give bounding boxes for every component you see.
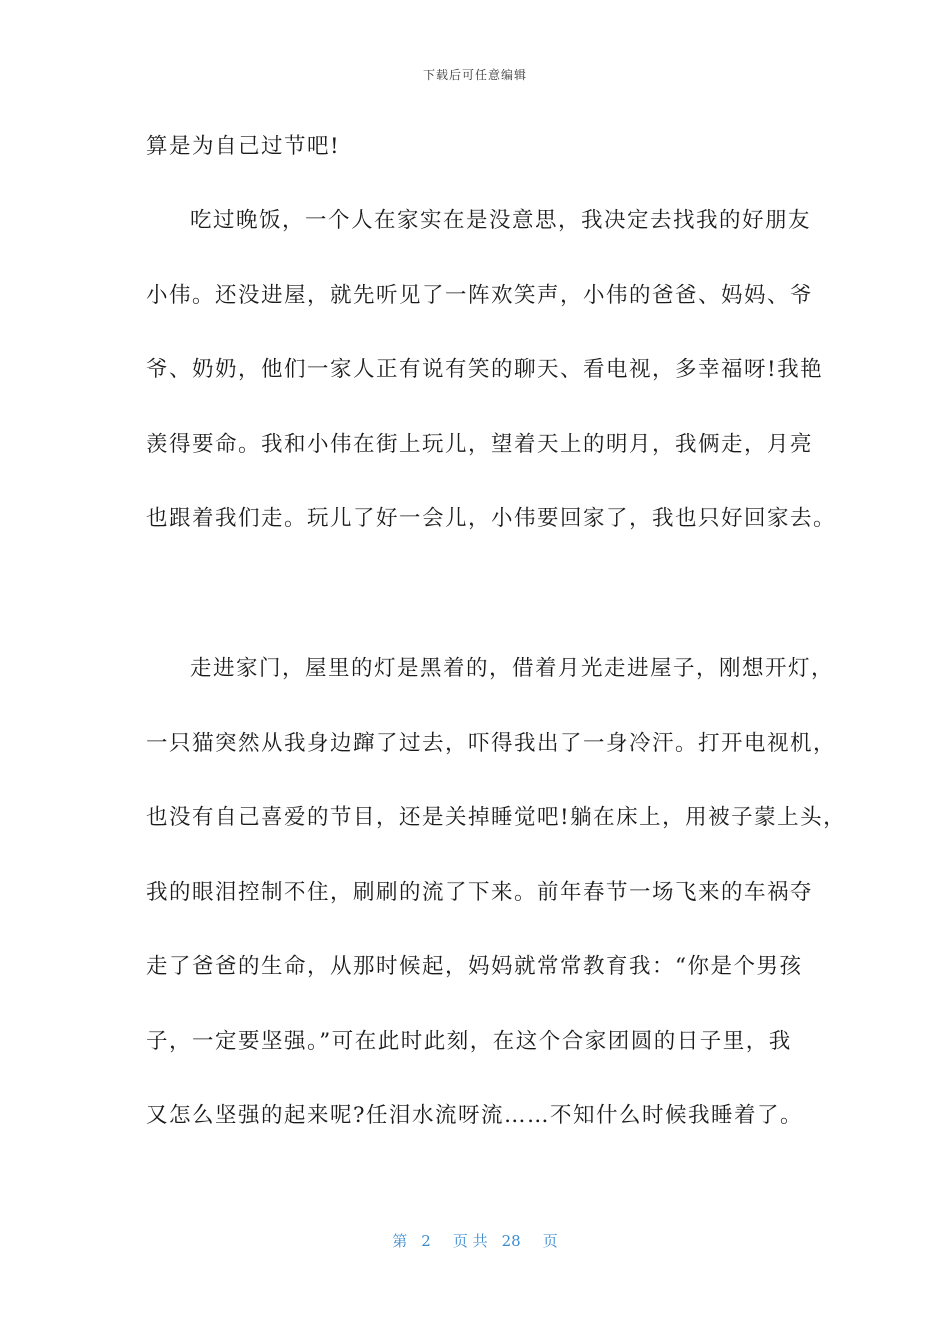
paragraph-line: 走进家门，屋里的灯是黑着的，借着月光走进屋子，刚想开灯， <box>190 656 835 681</box>
paragraph-line: 走了爸爸的生命，从那时候起，妈妈就常常教育我：“你是个男孩 <box>146 954 803 979</box>
footer-page-number: 2 <box>421 1232 431 1250</box>
paragraph-line: 也没有自己喜爱的节目，还是关掉睡觉吧!躺在床上，用被子蒙上头， <box>146 805 847 830</box>
paragraph-line: 吃过晚饭，一个人在家实在是没意思，我决定去找我的好朋友 <box>190 208 812 233</box>
paragraph-line: 爷、奶奶，他们一家人正有说有笑的聊天、看电视，多幸福呀!我艳 <box>146 357 824 382</box>
paragraph-line: 又怎么坚强的起来呢?任泪水流呀流……不知什么时候我睡着了。 <box>146 1103 804 1128</box>
paragraph-line: 子，一定要坚强。”可在此时此刻，在这个合家团圆的日子里，我 <box>146 1029 792 1054</box>
header-note: 下载后可任意编辑 <box>422 68 527 82</box>
paragraph-line: 算是为自己过节吧! <box>146 134 341 159</box>
footer-prefix: 第 <box>392 1232 408 1250</box>
footer-suffix: 页 <box>542 1232 558 1250</box>
page-footer <box>0 1230 950 1251</box>
paragraph-line: 小伟。还没进屋，就先听见了一阵欢笑声，小伟的爸爸、妈妈、爷 <box>146 283 814 308</box>
footer-total-pages: 28 <box>501 1232 521 1250</box>
paragraph-line: 羡得要命。我和小伟在街上玩儿，望着天上的明月，我俩走，月亮 <box>146 432 814 457</box>
footer-middle: 页 共 <box>452 1232 488 1250</box>
paragraph-line: 一只猫突然从我身边蹿了过去，吓得我出了一身冷汗。打开电视机， <box>146 731 837 756</box>
paragraph-line: 我的眼泪控制不住，刷刷的流了下来。前年春节一场飞来的车祸夺 <box>146 880 814 905</box>
paragraph-line: 也跟着我们走。玩儿了好一会儿，小伟要回家了，我也只好回家去。 <box>146 506 837 531</box>
